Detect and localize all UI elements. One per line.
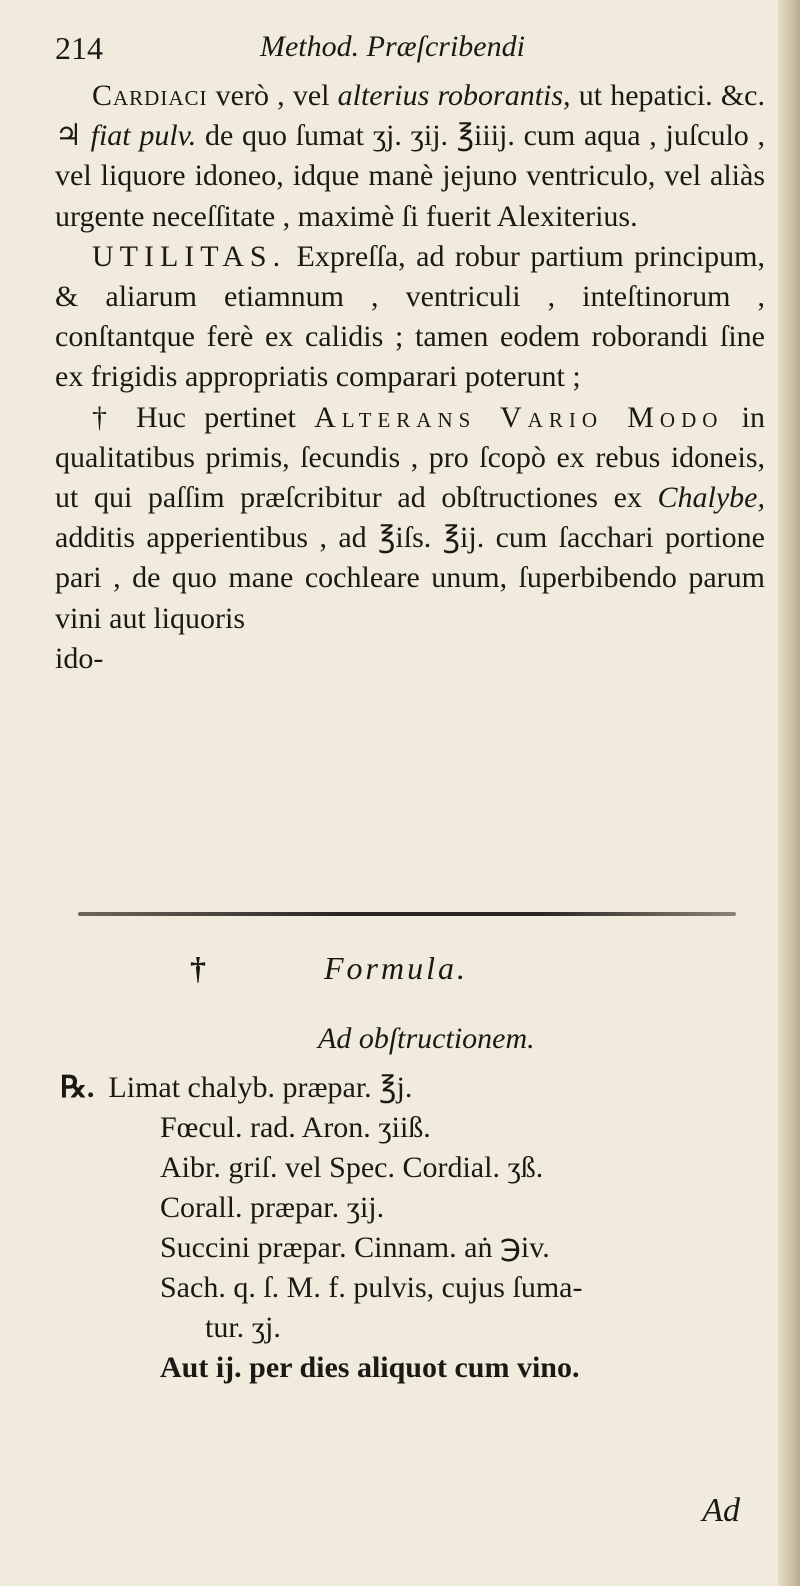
recipe-line: Succini præpar. Cinnam. aṅ ℈iv. — [160, 1231, 550, 1264]
formula-heading — [190, 950, 468, 987]
italic-span: alterius roborantis, — [337, 79, 571, 112]
italic-span: Chalybe, — [657, 481, 765, 515]
page-edge — [778, 0, 800, 1586]
recipe-line: Corall. præpar. ʒij. — [160, 1191, 385, 1224]
body-text — [55, 76, 765, 679]
recipe-line: Sach. q. ſ. M. f. pulvis, cujus ſuma- — [160, 1271, 583, 1304]
paragraph-huc — [55, 398, 765, 639]
text-span: verò , vel — [207, 79, 338, 112]
horizontal-rule — [78, 912, 736, 916]
text-span: Expreſſa, ad robur partium principum, & aliarum etiamnum , ventriculi , inteſtinorum , conſtantque ferè ex calidis ; tamen eodem roborandi ſine ex frigidis appropriatis comparari poterunt ; — [55, 239, 765, 394]
text-span: de quo ſumat ʒj. ʒij. ℥iiij. cum aqua , juſculo , vel liquore idoneo, idque manè jejuno ventriculo, vel aliàs urgente neceſſitate , maximè ſi fuerit Alexiterius. — [55, 119, 765, 233]
text-span: additis apperientibus , ad ℥iſs. ℥ij. cum ſacchari portione pari , de quo mane cochleare unum, ſuperbibendo parum vini aut liquoris — [55, 521, 765, 635]
recipe-block — [60, 1068, 760, 1388]
running-title: Method. Præſcribendi — [260, 30, 525, 63]
paragraph-cardiaci — [55, 76, 765, 237]
recipe-line — [60, 1068, 760, 1108]
formula-subtitle: Ad obſtructionem. — [318, 1022, 535, 1055]
catchword-ido: ido- — [55, 641, 104, 675]
text-span: † Huc pertinet — [92, 400, 315, 434]
page-number: 214 — [55, 30, 103, 66]
text-span: in qualitatibus primis, ſecundis , pro ſcopò ex rebus idoneis, ut qui paſſim præſcribitur ad obſtructiones ex — [55, 400, 765, 515]
recipe-symbol: ℞. — [60, 1071, 95, 1104]
page-catchword: Ad — [702, 1492, 740, 1529]
paragraph-utilitas — [55, 237, 765, 398]
text-span: ut hepatici. &c. ♃ — [55, 79, 765, 153]
dagger-symbol: † — [190, 950, 206, 986]
small-caps-span: Alterans Vario Modo — [314, 400, 724, 434]
recipe-text: Limat chalyb. præpar. ℥j. — [108, 1071, 413, 1104]
recipe-line: Aibr. griſ. vel Spec. Cordial. ʒß. — [160, 1151, 544, 1184]
page-header — [55, 30, 755, 74]
recipe-line: Aut ij. per dies aliquot cum vino. — [160, 1351, 580, 1384]
formula-title: Formula. — [324, 950, 468, 986]
lead-word: Cardiaci — [92, 79, 208, 112]
recipe-line: Fœcul. rad. Aron. ʒiiß. — [160, 1111, 431, 1144]
recipe-line: tur. ʒj. — [205, 1311, 281, 1344]
lead-word: UTILITAS. — [92, 239, 287, 273]
italic-span: fiat pulv. — [90, 119, 197, 153]
